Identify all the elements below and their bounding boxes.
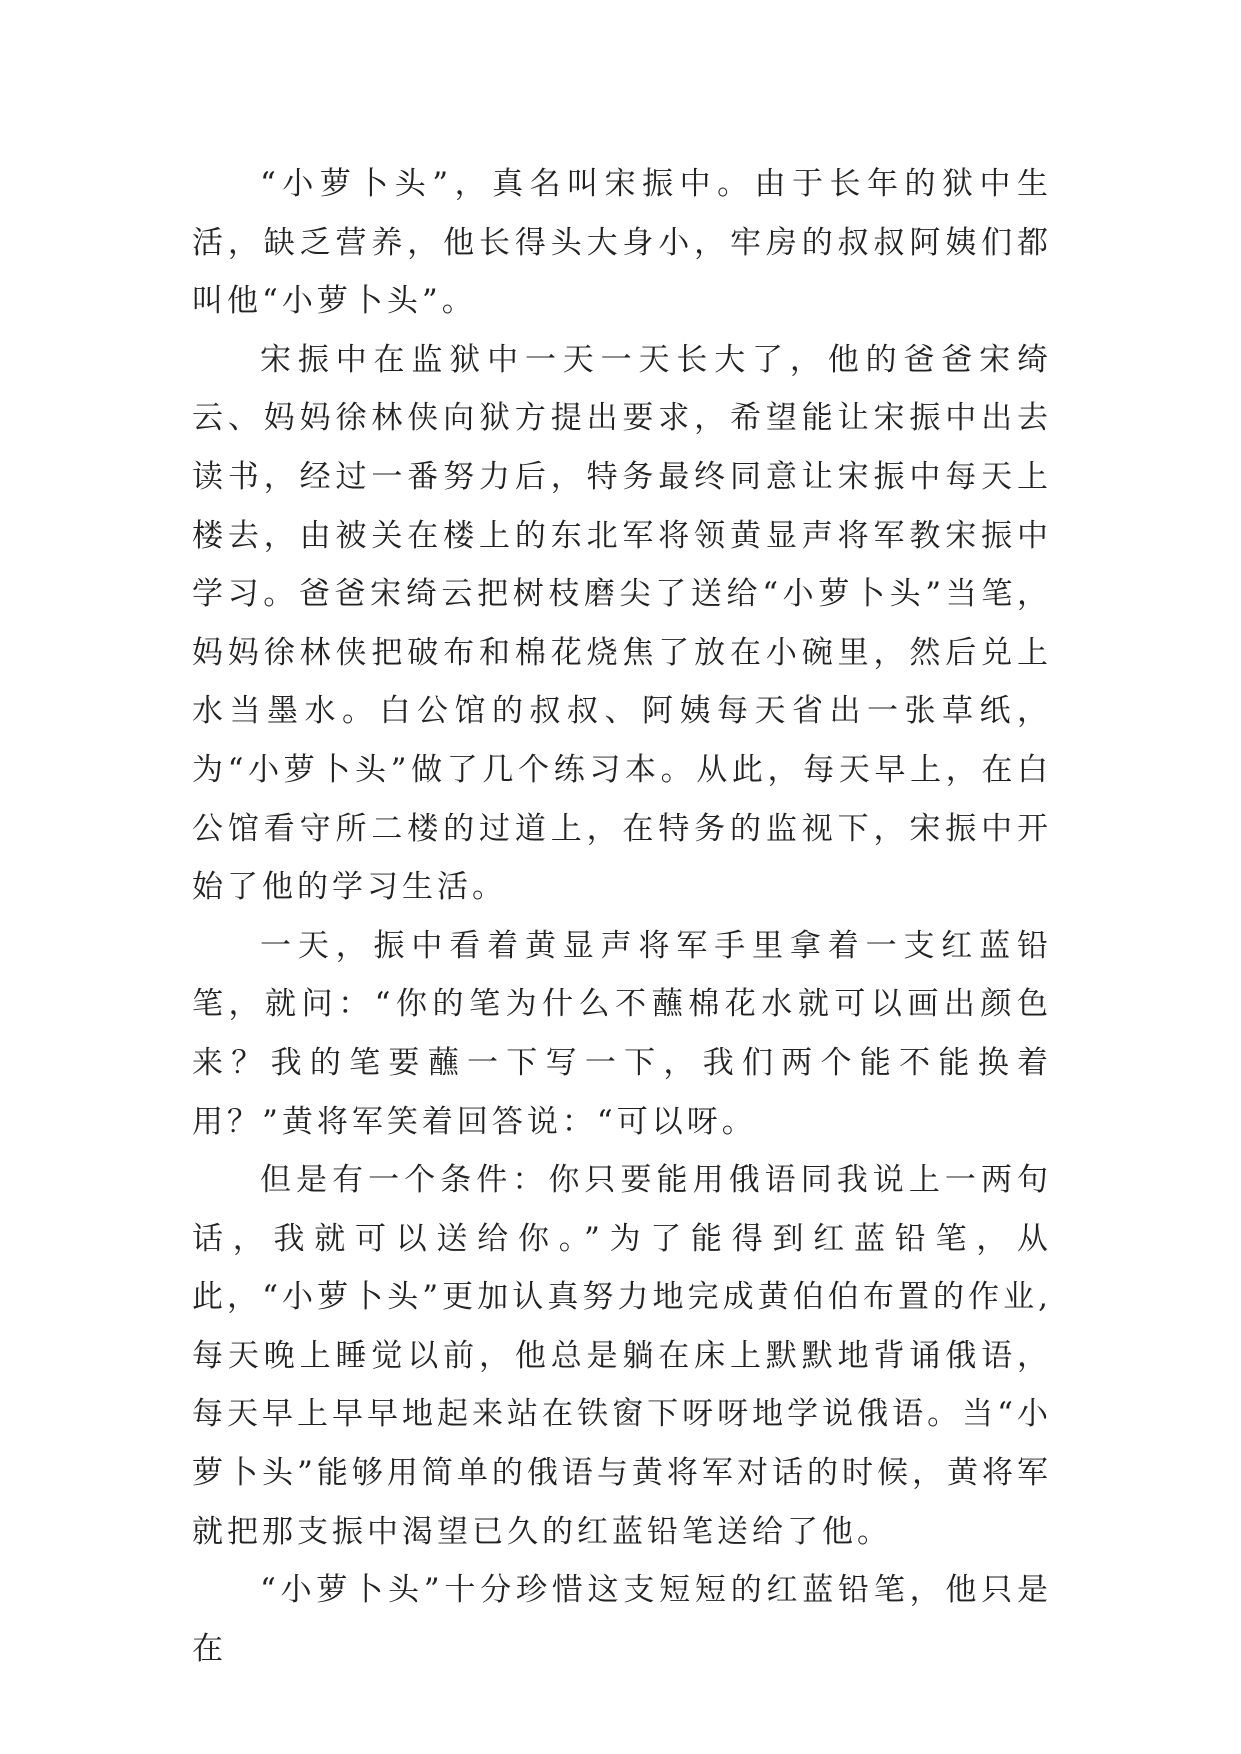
body-text (192, 155, 1052, 1678)
paragraph-1: “小萝卜头”，真名叫宋振中。由于长年的狱中生活，缺乏营养，他长得头大身小，牢房的叔叔阿姨们都叫他“小萝卜头”。 (192, 166, 1052, 320)
paragraph-4: 但是有一个条件：你只要能用俄语同我说上一两句话，我就可以送给你。”为了能得到红蓝铅笔，从此，“小萝卜头”更加认真努力地完成黄伯伯布置的作业,每天晚上睡觉以前，他总是躺在床上默默地背诵俄语，每天早上早早地起来站在铁窗下呀呀地学说俄语。当“小萝卜头”能够用简单的俄语与黄将军对话的时候，黄将军就把那支振中渴望已久的红蓝铅笔送给了他。 (192, 1162, 1052, 1550)
paragraph-2: 宋振中在监狱中一天一天长大了，他的爸爸宋绮云、妈妈徐林侠向狱方提出要求，希望能让宋振中出去读书，经过一番努力后，特务最终同意让宋振中每天上楼去，由被关在楼上的东北军将领黄显声将军教宋振中学习。爸爸宋绮云把树枝磨尖了送给“小萝卜头”当笔，妈妈徐林侠把破布和棉花烧焦了放在小碗里，然后兑上水当墨水。白公馆的叔叔、阿姨每天省出一张草纸，为“小萝卜头”做了几个练习本。从此，每天早上，在白公馆看守所二楼的过道上，在特务的监视下，宋振中开始了他的学习生活。 (192, 341, 1052, 906)
paragraph-3: 一天，振中看着黄显声将军手里拿着一支红蓝铅笔，就问：“你的笔为什么不蘸棉花水就可以画出颜色来？我的笔要蘸一下写一下，我们两个能不能换着用？”黄将军笑着回答说：“可以呀。 (192, 927, 1052, 1140)
paragraph-5: “小萝卜头”十分珍惜这支短短的红蓝铅笔，他只是在 (192, 1572, 1052, 1667)
